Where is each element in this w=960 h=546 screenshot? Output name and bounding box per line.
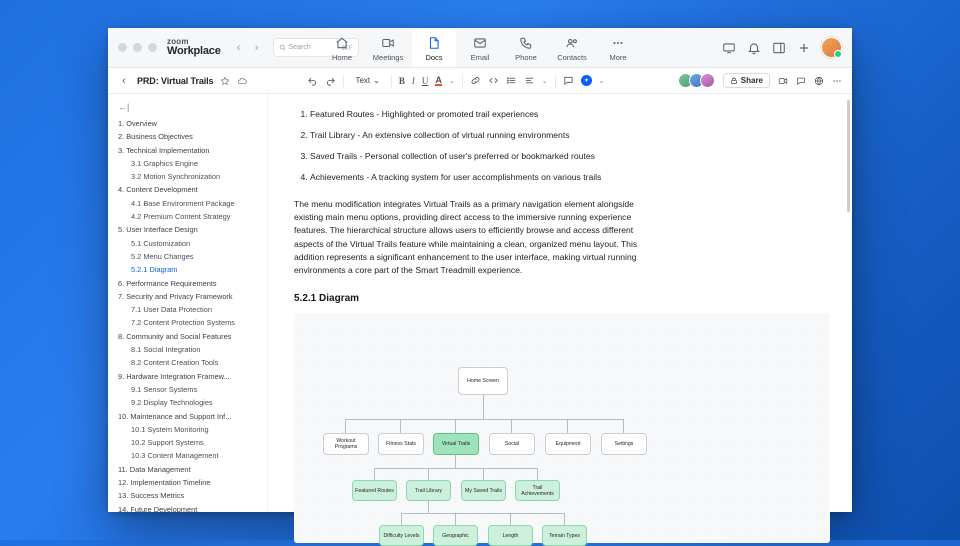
tab-contacts-label: Contacts bbox=[557, 52, 587, 62]
diagram-node-featured-routes[interactable]: Featured Routes bbox=[352, 480, 397, 501]
diagram-edge bbox=[428, 468, 429, 480]
sidebar-item-success-metrics[interactable]: 13. Success Metrics bbox=[118, 491, 185, 501]
diagram-node-length[interactable]: Length bbox=[488, 525, 533, 546]
brand-workplace-text: Workplace bbox=[167, 44, 221, 57]
chevron-down-icon: ⌄ bbox=[373, 76, 380, 85]
comment-icon[interactable] bbox=[563, 75, 574, 86]
diagram-node-fitness-stats[interactable]: Fitness Stats bbox=[378, 433, 424, 455]
diagram-edge bbox=[455, 419, 456, 433]
toolbar-divider bbox=[462, 75, 463, 87]
diagram-edge bbox=[428, 501, 429, 513]
diagram-edge bbox=[401, 513, 402, 525]
contacts-icon bbox=[565, 36, 580, 51]
tab-phone-label: Phone bbox=[515, 52, 537, 62]
window-traffic-lights[interactable] bbox=[118, 43, 157, 52]
video-icon[interactable] bbox=[778, 76, 788, 86]
diagram-node-social[interactable]: Social bbox=[489, 433, 535, 455]
list-item: 3. Saved Trails - Personal collection of user's preferred or bookmarked routes bbox=[310, 146, 830, 167]
sidebar-item-content-protection-systems[interactable]: 7.2 Content Protection Systems bbox=[131, 318, 235, 328]
redo-icon[interactable] bbox=[325, 75, 336, 86]
tab-email[interactable] bbox=[458, 30, 502, 68]
history-nav[interactable] bbox=[231, 39, 265, 57]
home-icon bbox=[335, 36, 353, 52]
menu-hierarchy-diagram[interactable] bbox=[294, 313, 830, 543]
diagram-edge bbox=[401, 513, 564, 514]
bold-button[interactable]: B bbox=[398, 75, 405, 86]
search-shortcut-hint: ⌘F bbox=[341, 44, 353, 52]
main-tab-bar[interactable] bbox=[320, 28, 640, 68]
more-dots-icon bbox=[611, 36, 626, 51]
tab-more-label: More bbox=[609, 52, 627, 62]
collapse-panel-icon[interactable]: ←| bbox=[118, 102, 130, 112]
star-icon[interactable] bbox=[220, 76, 230, 86]
avatar[interactable] bbox=[700, 73, 715, 88]
sidebar-item-diagram[interactable]: 5.2.1 Diagram bbox=[131, 265, 178, 275]
document-icon bbox=[427, 36, 442, 51]
toolbar-divider bbox=[391, 75, 392, 87]
diagram-edge bbox=[374, 468, 375, 480]
sidebar-item-support-systems[interactable]: 10.2 Support Systems bbox=[131, 438, 204, 448]
italic-button[interactable]: I bbox=[411, 75, 415, 86]
tab-home-label: Home bbox=[331, 52, 352, 62]
diagram-edge bbox=[483, 468, 484, 480]
content-scrollbar[interactable] bbox=[847, 100, 850, 212]
diagram-edge bbox=[374, 468, 537, 469]
tab-contacts[interactable] bbox=[550, 30, 594, 68]
cloud-saved-icon[interactable] bbox=[237, 76, 247, 86]
more-horizontal-icon[interactable] bbox=[832, 76, 842, 86]
diagram-edge bbox=[510, 513, 511, 525]
tab-meetings[interactable] bbox=[366, 30, 410, 68]
diagram-edge bbox=[345, 419, 346, 433]
diagram-edge bbox=[564, 513, 565, 525]
body-paragraph: The menu modification integrates Virtual Trails as a primary navigation element alongside existing main menu options, providing direct access to the immersive running experience features. The hierarchical structure allows users to efficiently browse and access different aspects of the Virtual Trails feature while maintaining a clean, organized menu layout. This addition represents a significant enhancement to the user interface, making virtual running environments a core part of the Smart Treadmill experience. bbox=[294, 199, 638, 276]
tab-docs[interactable] bbox=[412, 30, 456, 68]
sidebar-item-maintenance-support[interactable]: 10. Maintenance and Support Inf... bbox=[118, 411, 232, 421]
sidebar-item-graphics-engine[interactable]: 3.1 Graphics Engine bbox=[131, 158, 198, 168]
sidebar-item-community-social-features[interactable]: 8. Community and Social Features bbox=[118, 331, 232, 341]
share-button[interactable] bbox=[723, 73, 770, 88]
diagram-edge bbox=[455, 454, 456, 468]
sidebar-item-data-management[interactable]: 11. Data Management bbox=[118, 464, 191, 474]
page-title[interactable]: PRD: Virtual Trails bbox=[137, 75, 214, 86]
diagram-node-trail-achievements[interactable]: Trail Achievements bbox=[515, 480, 560, 501]
collaborator-avatars[interactable] bbox=[678, 73, 715, 88]
nav-back-button[interactable]: ‹ bbox=[236, 41, 241, 54]
sidebar-item-customization[interactable]: 5.1 Customization bbox=[131, 238, 191, 248]
align-icon[interactable] bbox=[524, 75, 535, 86]
sidebar-item-content-development[interactable]: 4. Content Development bbox=[118, 185, 198, 195]
text-style-select[interactable] bbox=[351, 75, 383, 86]
phone-icon bbox=[519, 36, 534, 51]
search-placeholder-text: Search bbox=[288, 43, 311, 51]
sidebar-item-overview[interactable]: 1. Overview bbox=[118, 119, 158, 128]
diagram-node-settings[interactable]: Settings bbox=[601, 433, 647, 455]
search-icon bbox=[279, 44, 286, 51]
diagram-node-terrain-types[interactable]: Terrain Types bbox=[542, 525, 587, 546]
diagram-node-geographic[interactable]: Geographic bbox=[433, 525, 478, 546]
diagram-edge bbox=[455, 513, 456, 525]
link-icon[interactable] bbox=[470, 75, 481, 86]
doc-back-button[interactable]: ‹ bbox=[122, 74, 126, 87]
sidebar-item-user-interface-design[interactable]: 5. User Interface Design bbox=[118, 225, 198, 235]
list-item: 1. Featured Routes - Highlighted or promoted trail experiences bbox=[310, 104, 830, 125]
more-chevron-down-icon[interactable]: ⌄ bbox=[598, 77, 605, 85]
toolbar-divider bbox=[555, 75, 556, 87]
titlebar-right-actions bbox=[721, 37, 842, 58]
diagram-edge bbox=[345, 419, 623, 420]
document-body bbox=[108, 94, 852, 539]
window-titlebar bbox=[108, 28, 852, 68]
sidebar-item-implementation-timeline[interactable]: 12. Implementation Timeline bbox=[118, 478, 211, 488]
diagram-node-equipment[interactable]: Equipment bbox=[545, 433, 591, 455]
lock-icon bbox=[730, 77, 738, 85]
sidebar-item-premium-content-strategy[interactable]: 4.2 Premium Content Strategy bbox=[131, 212, 231, 222]
color-chevron-down-icon[interactable]: ⌄ bbox=[448, 77, 455, 85]
document-content[interactable] bbox=[268, 94, 852, 539]
close-window-button[interactable] bbox=[118, 43, 127, 52]
outline-sidebar bbox=[108, 94, 268, 512]
sidebar-item-menu-changes[interactable]: 5.2 Menu Changes bbox=[131, 251, 194, 261]
list-icon[interactable] bbox=[506, 75, 517, 86]
diagram-edge bbox=[400, 419, 401, 433]
diagram-node-trail-library[interactable]: Trail Library bbox=[406, 480, 451, 501]
code-icon[interactable] bbox=[488, 75, 499, 86]
zoom-workplace-logo bbox=[167, 38, 221, 58]
align-chevron-down-icon[interactable]: ⌄ bbox=[541, 77, 548, 85]
sidebar-item-social-integration[interactable]: 8.1 Social Integration bbox=[131, 345, 201, 355]
video-camera-icon bbox=[381, 36, 396, 51]
diagram-edge bbox=[483, 395, 484, 419]
sidebar-item-technical-implementation[interactable]: 3. Technical Implementation bbox=[118, 145, 210, 155]
sidebar-item-security-privacy-framework[interactable]: 7. Security and Privacy Framework bbox=[118, 291, 233, 301]
text-style-label: Text bbox=[355, 76, 371, 85]
sidebar-item-content-management[interactable]: 10.3 Content Management bbox=[131, 451, 219, 461]
zoom-workplace-window bbox=[108, 28, 852, 539]
toolbar-divider bbox=[343, 75, 344, 87]
sidebar-item-business-objectives[interactable]: 2. Business Objectives bbox=[118, 132, 193, 142]
sidebar-item-base-environment-package[interactable]: 4.1 Base Environment Package bbox=[131, 198, 235, 208]
ai-sparkle-icon[interactable] bbox=[581, 75, 592, 86]
diagram-node-workout-programs[interactable]: Workout Programs bbox=[323, 433, 369, 455]
diagram-node-difficulty-levels[interactable]: Difficulty Levels bbox=[379, 525, 424, 546]
sidebar-item-system-monitoring[interactable]: 10.1 System Monitoring bbox=[131, 424, 209, 434]
diagram-node-my-saved-trails[interactable]: My Saved Trails bbox=[461, 480, 506, 501]
minimize-window-button[interactable] bbox=[133, 43, 142, 52]
diagram-node-virtual-trails[interactable]: Virtual Trails bbox=[433, 433, 479, 455]
envelope-icon bbox=[473, 36, 488, 51]
maximize-window-button[interactable] bbox=[148, 43, 157, 52]
section-heading: 5.2.1 Diagram bbox=[294, 293, 360, 305]
sidebar-item-content-creation-tools[interactable]: 8.2 Content Creation Tools bbox=[131, 358, 219, 368]
underline-button[interactable]: U bbox=[421, 75, 429, 86]
sidebar-item-performance-requirements[interactable]: 6. Performance Requirements bbox=[118, 278, 217, 288]
formatting-toolbar bbox=[307, 75, 604, 87]
panel-toggle-icon[interactable] bbox=[771, 40, 787, 56]
text-color-button[interactable]: A bbox=[435, 74, 442, 85]
list-item: 2. Trail Library - An extensive collection of virtual running environments bbox=[310, 125, 830, 146]
tab-phone[interactable] bbox=[504, 30, 548, 68]
share-button-label: Share bbox=[740, 76, 763, 85]
toolbar-right-group bbox=[678, 73, 842, 88]
tab-more[interactable] bbox=[596, 30, 640, 68]
sidebar-item-user-data-protection[interactable]: 7.1 User Data Protection bbox=[131, 305, 212, 315]
brand-zoom-text: zoom bbox=[167, 36, 189, 46]
tab-docs-label: Docs bbox=[425, 52, 443, 62]
table-of-contents bbox=[118, 117, 259, 516]
avatar[interactable] bbox=[821, 37, 842, 58]
bell-icon[interactable] bbox=[746, 40, 762, 56]
sidebar-item-future-development[interactable]: 14. Future Development bbox=[118, 504, 198, 514]
plus-icon[interactable] bbox=[796, 40, 812, 56]
nav-forward-button[interactable]: › bbox=[254, 41, 259, 54]
toolbar-left-group bbox=[118, 75, 247, 87]
feature-list bbox=[294, 104, 830, 188]
diagram-node-home-screen[interactable]: Home Screen bbox=[458, 367, 508, 395]
list-item: 4. Achievements - A tracking system for user accomplishments on various trails bbox=[310, 167, 830, 188]
diagram-edge bbox=[511, 419, 512, 433]
sidebar-item-motion-synchronization[interactable]: 3.2 Motion Synchronization bbox=[131, 172, 221, 182]
sidebar-item-sensor-systems[interactable]: 9.1 Sensor Systems bbox=[131, 384, 198, 394]
sidebar-item-hardware-integration-framework[interactable]: 9. Hardware Integration Framew... bbox=[118, 371, 230, 381]
tab-email-label: Email bbox=[470, 52, 490, 62]
diagram-edge bbox=[537, 468, 538, 480]
diagram-edge bbox=[623, 419, 624, 433]
chat-bubble-icon[interactable] bbox=[796, 76, 806, 86]
document-toolbar bbox=[108, 68, 852, 94]
screen-share-icon[interactable] bbox=[721, 40, 737, 56]
tab-meetings-label: Meetings bbox=[372, 52, 404, 62]
diagram-edge bbox=[567, 419, 568, 433]
sidebar-item-display-technologies[interactable]: 9.2 Display Technologies bbox=[131, 398, 213, 408]
tab-home[interactable] bbox=[320, 30, 364, 68]
globe-icon[interactable] bbox=[814, 76, 824, 86]
undo-icon[interactable] bbox=[307, 75, 318, 86]
